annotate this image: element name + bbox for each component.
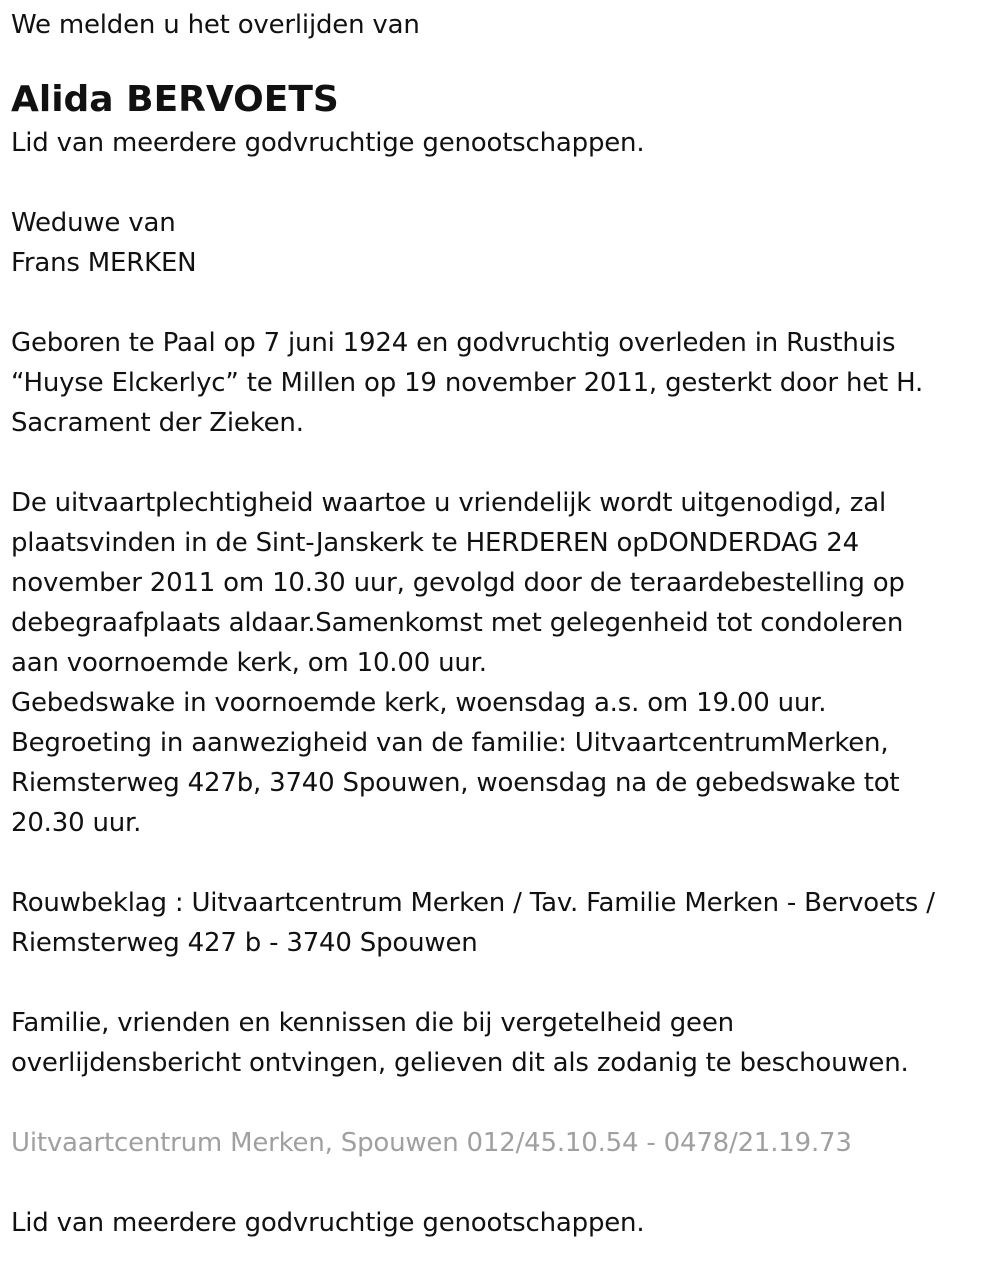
paragraph-line: overlijdensbericht ontvingen, gelieven dit als zodanig te beschouwen.	[11, 1048, 909, 1078]
spacer	[11, 283, 993, 323]
paragraph-line: De uitvaartplechtigheid waartoe u vriendelijk wordt uitgenodigd, zal	[11, 488, 887, 518]
spacer	[11, 1163, 993, 1203]
paragraph-line: Gebedswake in voornoemde kerk, woensdag a.s. om 19.00 uur.	[11, 688, 827, 718]
spacer	[11, 163, 993, 203]
paragraph-line: Begroeting in aanwezigheid van de familie: UitvaartcentrumMerken,	[11, 728, 889, 758]
paragraph-line: 20.30 uur.	[11, 808, 142, 838]
paragraph-line: Geboren te Paal op 7 juni 1924 en godvruchtig overleden in Rusthuis	[11, 328, 896, 358]
spouse-name: Frans MERKEN	[11, 248, 197, 278]
paragraph-line: plaatsvinden in de Sint-Janskerk te HERDEREN opDONDERDAG 24	[11, 528, 859, 558]
paragraph-line: Familie, vrienden en kennissen die bij vergetelheid geen	[11, 1008, 734, 1038]
spacer	[11, 443, 993, 483]
family-notice-paragraph	[11, 1003, 993, 1083]
widow-of-label: Weduwe van	[11, 208, 176, 238]
membership-text: Lid van meerdere godvruchtige genootschappen.	[11, 128, 645, 158]
spacer	[11, 963, 993, 1003]
spacer	[11, 843, 993, 883]
spacer	[11, 1083, 993, 1123]
funeral-home-contact: Uitvaartcentrum Merken, Spouwen 012/45.10.54 - 0478/21.19.73	[11, 1128, 852, 1158]
paragraph-line: aan voornoemde kerk, om 10.00 uur.	[11, 648, 487, 678]
footer-membership-text: Lid van meerdere godvruchtige genootschappen.	[11, 1208, 645, 1238]
funeral-details-paragraph	[11, 483, 993, 843]
deceased-name: Alida BERVOETS	[11, 79, 339, 120]
paragraph-line: Sacrament der Zieken.	[11, 408, 304, 438]
paragraph-line: Riemsterweg 427b, 3740 Spouwen, woensdag na de gebedswake tot	[11, 768, 900, 798]
paragraph-line: “Huyse Elckerlyc” te Millen op 19 november 2011, gesterkt door het H.	[11, 368, 924, 398]
paragraph-line: debegraafplaats aldaar.Samenkomst met gelegenheid tot condoleren	[11, 608, 904, 638]
obituary-notice	[11, 5, 993, 1243]
condolence-address-paragraph	[11, 883, 993, 963]
paragraph-line: Rouwbeklag : Uitvaartcentrum Merken / Tav. Familie Merken - Bervoets /	[11, 888, 935, 918]
intro-text: We melden u het overlijden van	[11, 10, 420, 40]
paragraph-line: Riemsterweg 427 b - 3740 Spouwen	[11, 928, 478, 958]
paragraph-line: november 2011 om 10.30 uur, gevolgd door de teraardebestelling op	[11, 568, 905, 598]
birth-death-paragraph	[11, 323, 993, 443]
